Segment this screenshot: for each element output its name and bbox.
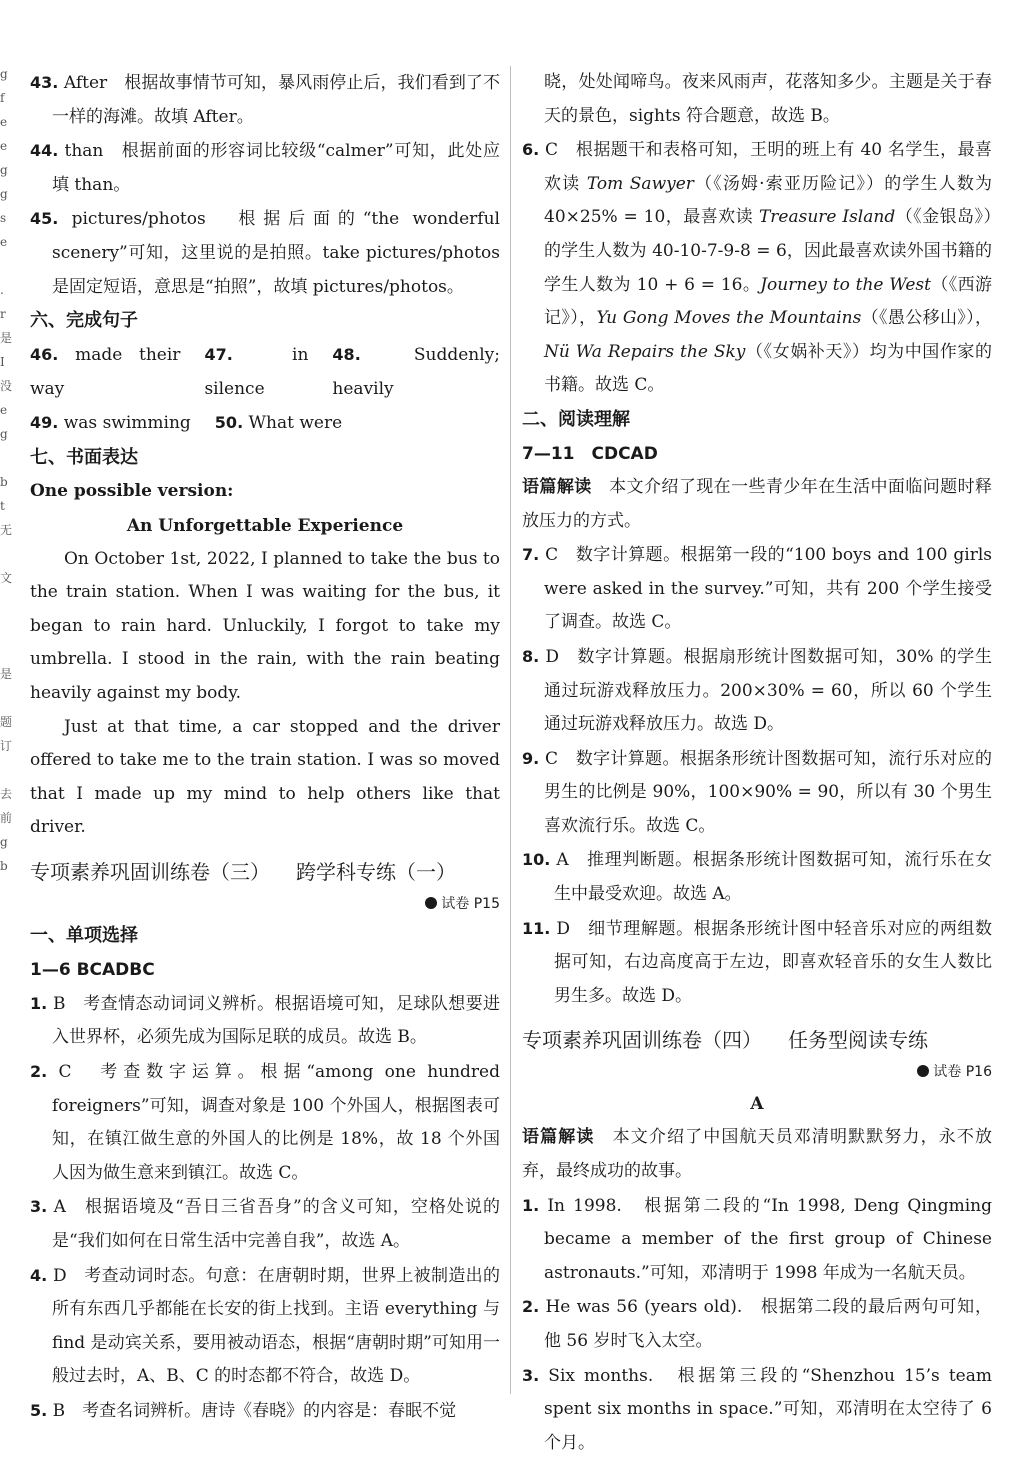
left-margin-fragments <box>0 62 14 1392</box>
margin-fragment: e <box>0 139 8 153</box>
margin-fragment: 文 <box>0 571 13 585</box>
answer-5: 5. B 考查名词辨析。唐诗《春晓》的内容是：春眠不觉 <box>30 1401 457 1421</box>
column-divider <box>510 66 511 1394</box>
task-answer-3: 3. Six months. 根据第三段的“Shenzhou 15’s team spent six months in space.”可知，邓清明在太空待了 6 个月。 <box>522 1365 993 1453</box>
answer-5-continued: 晓，处处闻啼鸟。夜来风雨声，花落知多少。主题是关于春天的景色，sights 符合题意，故选 B。 <box>544 72 992 126</box>
margin-fragment: 去 <box>0 787 13 801</box>
answer-1: 1. B 考查情态动词词义辨析。根据语境可知，足球队想要进入世界杯，必须先成为国际足联的成员。故选 B。 <box>30 993 501 1048</box>
margin-fragment: 是 <box>0 667 13 681</box>
margin-fragment: e <box>0 235 8 249</box>
answers-7-11: 7—11 CDCAD <box>522 443 658 464</box>
answer-7: 7. C 数字计算题。根据第一段的“100 boys and 100 girls were asked in the survey.”可知，共有 200 个学生接受了调查。故选 C。 <box>522 545 993 633</box>
margin-fragment <box>0 758 14 782</box>
margin-fragment: s <box>0 211 7 225</box>
margin-fragment: e <box>0 403 8 417</box>
section-heading-single-choice: 一、单项选择 <box>30 924 138 946</box>
essay-title: An Unforgettable Experience <box>126 515 404 536</box>
answer-4: 4. D 考查动词时态。句意：在唐朝时期，世界上被制造出的所有东西几乎都能在长安的街上找到。主语 everything 与 find 是动宾关系，要用被动语态，根据“唐朝时期”可知用一般过去时，A、B、C 的时态都不符合，故选 D。 <box>30 1265 500 1387</box>
margin-fragment <box>0 254 14 278</box>
margin-fragment <box>0 686 14 710</box>
margin-fragment: 没 <box>0 379 13 393</box>
section-heading-7: 七、书面表达 <box>30 446 138 468</box>
section-heading-6: 六、完成句子 <box>30 310 138 332</box>
margin-fragment: 题 <box>0 715 13 729</box>
answer-9: 9. C 数字计算题。根据条形统计图数据可知，流行乐对应的男生的比例是 90%，100×90% = 90，所以有 30 个男生喜欢流行乐。故选 C。 <box>522 748 992 836</box>
task-answer-2: 2. He was 56 (years old). 根据第二段的最后两句可知，他 56 岁时飞入太空。 <box>522 1297 992 1351</box>
exam-4-page-ref: 试卷 P16 <box>522 1057 992 1087</box>
essay-paragraph-1: On October 1st, 2022, I planned to take the bus to the train station. When I was waiting for the bus, it began to rain hard. Unluckily, I forgot to take my umbrella. I stood in the rain, with the rain beating heavily against my body. <box>30 548 500 703</box>
margin-fragment: . <box>0 283 4 297</box>
passage-intro: 语篇解读 本文介绍了现在一些青少年在生活中面临问题时释放压力的方式。 <box>522 476 993 531</box>
margin-fragment: t <box>0 499 5 513</box>
margin-fragment: r <box>0 307 6 321</box>
arrow-icon <box>425 897 437 909</box>
arrow-icon <box>917 1065 929 1077</box>
part-a-label: A <box>750 1094 764 1115</box>
answers-1-6: 1—6 BCADBC <box>30 959 155 980</box>
answer-10: 10. A 推理判断题。根据条形统计图数据可知，流行乐在女生中最受欢迎。故选 A。 <box>522 850 992 905</box>
margin-fragment: e <box>0 115 8 129</box>
answer-6: 6. C 根据题干和表格可知，王明的班上有 40 名学生，最喜欢读 Tom Sawyer（《汤姆·索亚历险记》）的学生人数为 40×25% = 10，最喜欢读 Treasure Island（《金银岛》）的学生人数为 40-10-7-9-8 = 6，因此最喜欢读外国书籍的学生人数为 10 + 6 = 16。Journey to the West（《西游记》），Yu Gong Moves the Mountains（《愚公移山》），Nü Wa Repairs the Sky（《女娲补天》）均为中国作家的书籍。故选 C。 <box>522 140 993 396</box>
possible-version-label: One possible version: <box>30 480 234 501</box>
margin-fragment: 是 <box>0 331 13 345</box>
margin-fragment: I <box>0 355 5 369</box>
answer-45: 45. pictures/photos 根据后面的“the wonderful scenery”可知，这里说的是拍照。take pictures/photos 是固定短语，意思是“拍照”，故填 pictures/photos。 <box>30 209 500 297</box>
margin-fragment: b <box>0 475 8 489</box>
task-answer-1: 1. In 1998. 根据第二段的“In 1998, Deng Qingming became a member of the first group of Chinese astronauts.”可知，邓清明于 1998 年成为一名航天员。 <box>522 1195 992 1283</box>
margin-fragment: g <box>0 163 8 177</box>
margin-fragment <box>0 446 14 470</box>
margin-fragment <box>0 614 14 638</box>
margin-fragment: 订 <box>0 739 13 753</box>
answers-49-50: 49. was swimming 50. What were <box>30 413 343 434</box>
answer-11: 11. D 细节理解题。根据条形统计图中轻音乐对应的两组数据可知，右边高度高于左边，即喜欢轻音乐的女生人数比男生多。故选 D。 <box>522 918 992 1006</box>
margin-fragment: g <box>0 187 8 201</box>
answer-8: 8. D 数字计算题。根据扇形统计图数据可知，30% 的学生通过玩游戏释放压力。200×30% = 60，所以 60 个学生通过玩游戏释放压力。故选 D。 <box>522 646 992 735</box>
exam-3-title: 专项素养巩固训练卷（三） 跨学科专练（一） <box>30 859 456 884</box>
margin-fragment: f <box>0 91 5 105</box>
margin-fragment <box>0 542 14 566</box>
exam-3-page-ref: 试卷 P15 <box>30 889 500 919</box>
left-column <box>30 66 500 1429</box>
essay-paragraph-2: Just at that time, a car stopped and the driver offered to take me to the train station. I was so moved that I made up my mind to help others like that driver. <box>30 716 500 838</box>
answer-3: 3. A 根据语境及“吾日三省吾身”的含义可知，空格处说的是“我们如何在日常生活中完善自我”，故选 A。 <box>30 1197 500 1252</box>
margin-fragment: b <box>0 859 8 873</box>
section-heading-reading: 二、阅读理解 <box>522 408 630 430</box>
margin-fragment <box>0 638 14 662</box>
answer-44: 44. than 根据前面的形容词比较级“calmer”可知，此处应填 than。 <box>30 141 500 195</box>
margin-fragment: 无 <box>0 523 13 537</box>
answer-2: 2. C 考查数字运算。根据“among one hundred foreigners”可知，调查对象是 100 个外国人，根据图表可知，在镇江做生意的外国人的比例是 18%，故 18 个外国人因为做生意来到镇江。故选 C。 <box>30 1062 500 1183</box>
margin-fragment: g <box>0 67 8 81</box>
answer-43: 43. After 根据故事情节可知，暴风雨停止后，我们看到了不一样的海滩。故填 After。 <box>30 73 501 127</box>
passage-intro-2: 语篇解读 本文介绍了中国航天员邓清明默默努力，永不放弃，最终成功的故事。 <box>522 1127 993 1182</box>
margin-fragment: 前 <box>0 811 13 825</box>
margin-fragment <box>0 590 14 614</box>
margin-fragment: g <box>0 835 8 849</box>
right-column <box>522 66 992 1460</box>
margin-fragment: g <box>0 427 8 441</box>
exam-4-title: 专项素养巩固训练卷（四） 任务型阅读专练 <box>522 1028 928 1053</box>
answers-46-48: 46. made their way 47. in silence 48. Suddenly; heavily <box>30 345 500 399</box>
